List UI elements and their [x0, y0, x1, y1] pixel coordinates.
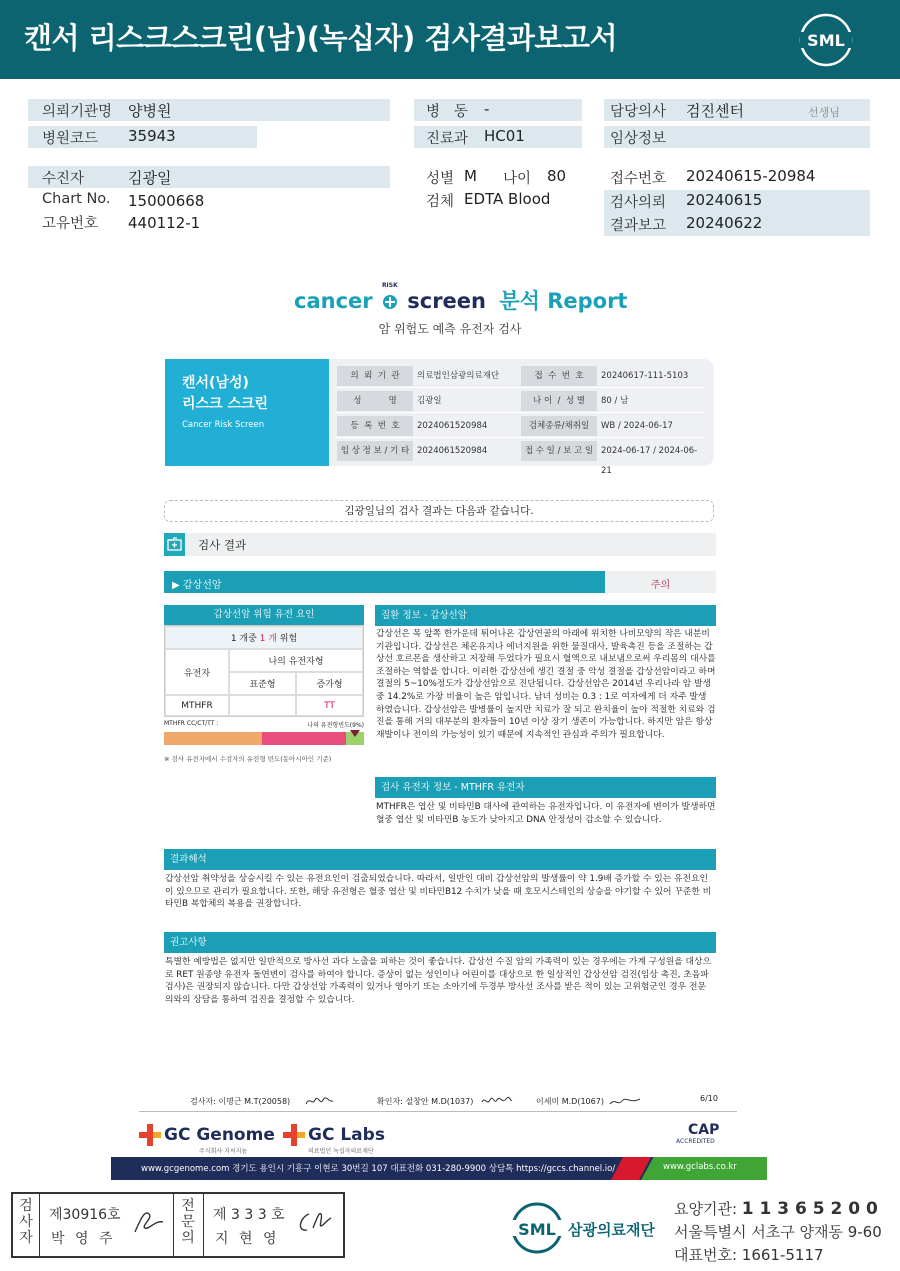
request-value: 20240615	[686, 191, 763, 209]
patient-label: 수진자	[42, 171, 85, 187]
hospital-code-value: 35943	[128, 127, 176, 145]
summary-prefix: 1 개중	[230, 634, 260, 644]
divider	[173, 1194, 174, 1256]
specialist-name: 지 현 영	[215, 1231, 280, 1247]
gene-table	[164, 625, 364, 717]
panel-key: 접 수 번 호	[521, 366, 597, 386]
ward-label: 병 동	[426, 104, 468, 120]
cap-text: CAP	[688, 1122, 720, 1138]
panel-value: 2024061520984	[417, 446, 488, 456]
panel-row	[335, 439, 705, 476]
scale-right-label: 나의 유전형빈도(9%)	[307, 722, 364, 729]
patient-value: 김광일	[128, 169, 172, 187]
signer-confirmer: 확인자: 설창안 M.D(1037)	[377, 1097, 474, 1106]
logo-risk: RISK	[381, 282, 398, 289]
panel-title-en: Cancer Risk Screen	[182, 420, 265, 430]
category-name: ▶ 갑상선암	[172, 580, 222, 591]
summary-suffix: 위험	[276, 634, 298, 644]
page-number: 6/10	[700, 1094, 718, 1103]
panel-key: 검체종류/채취일	[521, 416, 597, 436]
care-code-label: 요양기관:	[674, 1200, 742, 1218]
panel-value: WB / 2024-06-17	[601, 421, 673, 431]
gc-labs-sub: 의료법인 녹십자의료재단	[308, 1148, 374, 1155]
gc-labs-logo	[283, 1122, 403, 1154]
summary-count: 1 개	[259, 634, 277, 644]
my-genotype-header: 나의 유전자형	[229, 649, 363, 672]
interpretation-header: 결과해석	[164, 849, 716, 870]
recommendation-header: 권고사항	[164, 932, 716, 953]
gene-col-header: 유전자	[165, 649, 229, 695]
panel-value: 의료법인삼광의료재단	[417, 371, 500, 381]
patient-panel	[165, 359, 714, 476]
result-section-header	[164, 533, 716, 556]
recommendation-text: 특별한 예방법은 없지만 일반적으로 방사선 과다 노출을 피하는 것이 좋습니다. 갑상선 수질 암의 가족력이 있는 경우에는 가계 구성원을 대상으로 RET 원종양 유전자 돌연변이 검사를 하여야 합니다. 증상이 없는 성인이나 어린이를 대상으로 한 일상적인 갑상선암 검진(임상 촉진, 초음파 검사)은 권장되지 않습니다. 다만 갑상선암 가족력이 있거나 영아기 또는 소아기에 두경부 방사선 조사를 받은 적이 있는 고위험군인 경우 전문의와의 상담을 통하여 검진을 결정할 수 있습니다.	[165, 957, 712, 1005]
dept-label: 진료과	[426, 131, 469, 147]
sml-footer-text: SML	[518, 1220, 556, 1239]
panel-table	[335, 363, 705, 476]
address-bar	[111, 1157, 767, 1180]
address-text: www.gcgenome.com 경기도 용인시 기흥구 이현로 30번길 107 대표전화 031-280-9900 상담톡 https://gccs.channel.io/	[141, 1164, 616, 1174]
scale-segment-ct	[262, 732, 346, 745]
logo-plus-icon	[380, 282, 400, 309]
gc-cross-icon	[139, 1124, 161, 1146]
folder-icon	[164, 533, 185, 556]
report-value: 20240622	[686, 214, 763, 232]
report-label: 결과보고	[610, 218, 667, 234]
result-title: 검사 결과	[198, 538, 247, 552]
dept-value: HC01	[484, 127, 525, 145]
panel-value: 김광일	[417, 396, 442, 406]
foundation-address: 서울특별시 서초구 양재동 9-60	[674, 1223, 882, 1241]
cancer-screen-logo	[294, 282, 628, 315]
logo-cancer: cancer	[294, 289, 373, 313]
signer-examiner: 검사자: 이명근 M.T(20058)	[190, 1097, 291, 1106]
panel-title-block	[165, 359, 329, 466]
signature-icon	[608, 1094, 644, 1108]
category-fill	[164, 571, 605, 593]
specimen-value: EDTA Blood	[464, 190, 551, 208]
gc-genome-logo	[139, 1122, 279, 1154]
panel-value: 20240617-111-5103	[601, 371, 689, 381]
specialist-label	[179, 1198, 197, 1246]
request-label: 검사의뢰	[610, 195, 667, 211]
age-label: 나이	[503, 171, 532, 187]
doctor-value: 검진센터	[686, 102, 744, 120]
care-code	[674, 1198, 878, 1219]
panel-key: 임 상 정 보 / 기 타	[337, 441, 413, 461]
sml-logo-text: SML	[807, 31, 845, 50]
phone-label: 대표번호:	[674, 1246, 742, 1264]
logo-screen: screen	[407, 289, 486, 313]
sex-label: 성별	[426, 171, 455, 187]
doctor-suffix: 선생님	[808, 106, 840, 119]
disease-info-header: 질환 정보 - 갑상선암	[375, 605, 716, 626]
signature-icon	[480, 1094, 516, 1108]
report-subtitle: 암 위험도 예측 유전자 검사	[378, 322, 522, 336]
signature-icon	[131, 1206, 167, 1238]
panel-key: 의 뢰 기 관	[337, 366, 413, 386]
increase-header: 증가형	[296, 672, 363, 695]
examiner-no: 제30916호	[49, 1207, 121, 1223]
page-title: 캔서 리스크스크린(남)(녹십자) 검사결과보고서	[24, 21, 617, 55]
greeting-box: 김광일님의 검사 결과는 다음과 같습니다.	[164, 500, 714, 522]
signature-icon	[304, 1094, 340, 1108]
hospital-code-label: 병원코드	[42, 131, 99, 147]
cap-sub: ACCREDITED	[676, 1138, 715, 1145]
panel-key: 등 록 번 호	[337, 416, 413, 436]
gene-table-title: 갑상선암 위험 유전 요인	[164, 605, 364, 625]
sex-value: M	[464, 167, 477, 185]
report-header	[0, 0, 900, 79]
age-value: 80	[547, 167, 567, 185]
signers-line	[190, 1094, 720, 1110]
examiner-label-text: 검 사 자	[19, 1198, 33, 1246]
frequency-scale-bar	[164, 732, 364, 745]
chart-value: 15000668	[128, 192, 205, 210]
signature-icon	[295, 1206, 335, 1238]
logo-report: 분석 Report	[499, 289, 628, 313]
examiner-name: 박 영 주	[51, 1231, 116, 1247]
care-code-value: 1 1 3 6 5 2 0 0	[741, 1199, 878, 1219]
ward-value: -	[484, 100, 490, 118]
table-note: ※ 검사 유전자에서 수검자의 유전형 빈도(동아시아인 기준)	[164, 755, 332, 763]
doctor-label: 담당의사	[610, 104, 667, 120]
signer-third: 이세미 M.D(1067)	[536, 1097, 604, 1106]
category-level: 주의	[650, 580, 671, 591]
specimen-label: 검체	[426, 194, 455, 210]
cap-logo	[676, 1122, 736, 1154]
website-link[interactable]: www.gclabs.co.kr	[663, 1162, 737, 1172]
increase-value: TT	[296, 695, 363, 716]
gc-genome-sub: 주식회사 지씨지놈	[199, 1148, 248, 1155]
receipt-value: 20240615-20984	[686, 167, 816, 185]
uid-label: 고유번호	[42, 216, 99, 232]
receipt-label: 접수번호	[610, 171, 667, 187]
gene-name: MTHFR	[165, 695, 229, 716]
chart-label: Chart No.	[42, 191, 111, 207]
panel-title-line1: 캔서(남성)	[182, 375, 249, 391]
divider	[203, 1194, 204, 1256]
panel-key: 나 이 / 성 별	[521, 391, 597, 411]
scale-left-label: MTHFR CC/CT/TT :	[164, 720, 219, 727]
phone	[674, 1244, 824, 1265]
disease-info-text: 갑상선은 목 앞쪽 한가운데 튀어나온 갑상연골의 아래에 위치한 나비모양의 작은 내분비기관입니다. 갑상선은 체온유지나 에너지원을 위한 물질대사, 발육촉진 등을 조절하는 갑상선 호르몬을 생산하고 저장해 두었다가 필요시 혈액으로 내보냄으로써 우리몸의 대사를 조절하는 역할을 합니다. 이러한 갑상선에 생긴 결절 중 악성 결절을 갑상선암이라고 하며 결절의 5~10%정도가 갑상선암으로 진단됩니다. 갑상선암은 2014년 우리나라 암 발생중 14.2%로 가장 비율이 높은 암입니다. 남녀 성비는 0.3 : 1로 여자에게 더 자주 발생 하였습니다. 갑상선암은 발병률이 높지만 치료가 잘 되고 완치율이 높아 적절한 치료와 검진을 통해 거의 대부분의 환자들이 10년 이상 장기 생존이 가능합니다. 하지만 암은 항상 재발이나 전이의 가능성이 있기 때문에 지속적인 관심과 주의가 필요합니다.	[376, 629, 716, 740]
phone-value: 1661-5117	[741, 1246, 824, 1264]
signature-stamp-box	[11, 1192, 345, 1258]
foundation-name: 삼광의료재단	[568, 1221, 655, 1239]
sml-logo	[796, 10, 856, 70]
interpretation-text: 갑상선암 취약성을 상승시킬 수 있는 유전요인이 검출되었습니다. 따라서, 일반인 대비 갑상선암의 발생률이 약 1.9배 증가할 수 있는 유전요인이 있으므로 관리가 필요합니다. 또한, 해당 유전형은 혈중 엽산 및 비타민B12 수치가 낮을 때 호모시스테인의 상승을 야기할 수 있어 꾸준한 비타민B 복합체의 복용을 권장합니다.	[165, 874, 712, 910]
sml-foundation-logo	[510, 1200, 660, 1256]
gc-cross-icon	[283, 1124, 305, 1146]
institution-value: 양병원	[128, 102, 172, 120]
standard-header: 표준형	[229, 672, 296, 695]
gene-summary	[165, 626, 363, 649]
examiner-label	[17, 1198, 35, 1246]
uid-value: 440112-1	[128, 214, 201, 232]
panel-key: 성 명	[337, 391, 413, 411]
panel-value: 80 / 남	[601, 396, 629, 406]
panel-key: 접 수 일 / 보 고 일	[521, 441, 597, 461]
sml-footer-icon	[510, 1200, 564, 1256]
scale-segment-cc	[164, 732, 262, 745]
gene-info-text: MTHFR은 엽산 및 비타민B 대사에 관여하는 유전자입니다. 이 유전자에 변이가 발생하면 혈중 엽산 및 비타민B 농도가 낮아지고 DNA 안정성이 감소할 수 있습니다.	[376, 802, 716, 825]
panel-value: 2024-06-17 / 2024-06-21	[601, 446, 698, 476]
specialist-label-text: 전 문 의	[181, 1198, 195, 1246]
specialist-no: 제 3 3 3 호	[213, 1207, 285, 1223]
panel-row	[335, 414, 705, 438]
footer-divider	[139, 1111, 737, 1112]
panel-row	[335, 389, 705, 413]
genotype-marker-icon	[350, 730, 360, 738]
institution-label: 의뢰기관명	[42, 104, 113, 120]
panel-row	[335, 364, 705, 388]
frequency-scale-labels	[164, 720, 364, 732]
panel-title-line2: 리스크 스크린	[182, 396, 269, 412]
gene-info-header: 검사 유전자 정보 - MTHFR 유전자	[375, 777, 716, 798]
gc-genome-text: GC Genome	[164, 1125, 275, 1145]
category-bar	[164, 571, 716, 593]
divider	[39, 1194, 40, 1256]
standard-value	[229, 695, 296, 716]
clinical-label: 임상정보	[610, 131, 667, 147]
panel-value: 2024061520984	[417, 421, 488, 431]
gc-labs-text: GC Labs	[308, 1125, 385, 1145]
